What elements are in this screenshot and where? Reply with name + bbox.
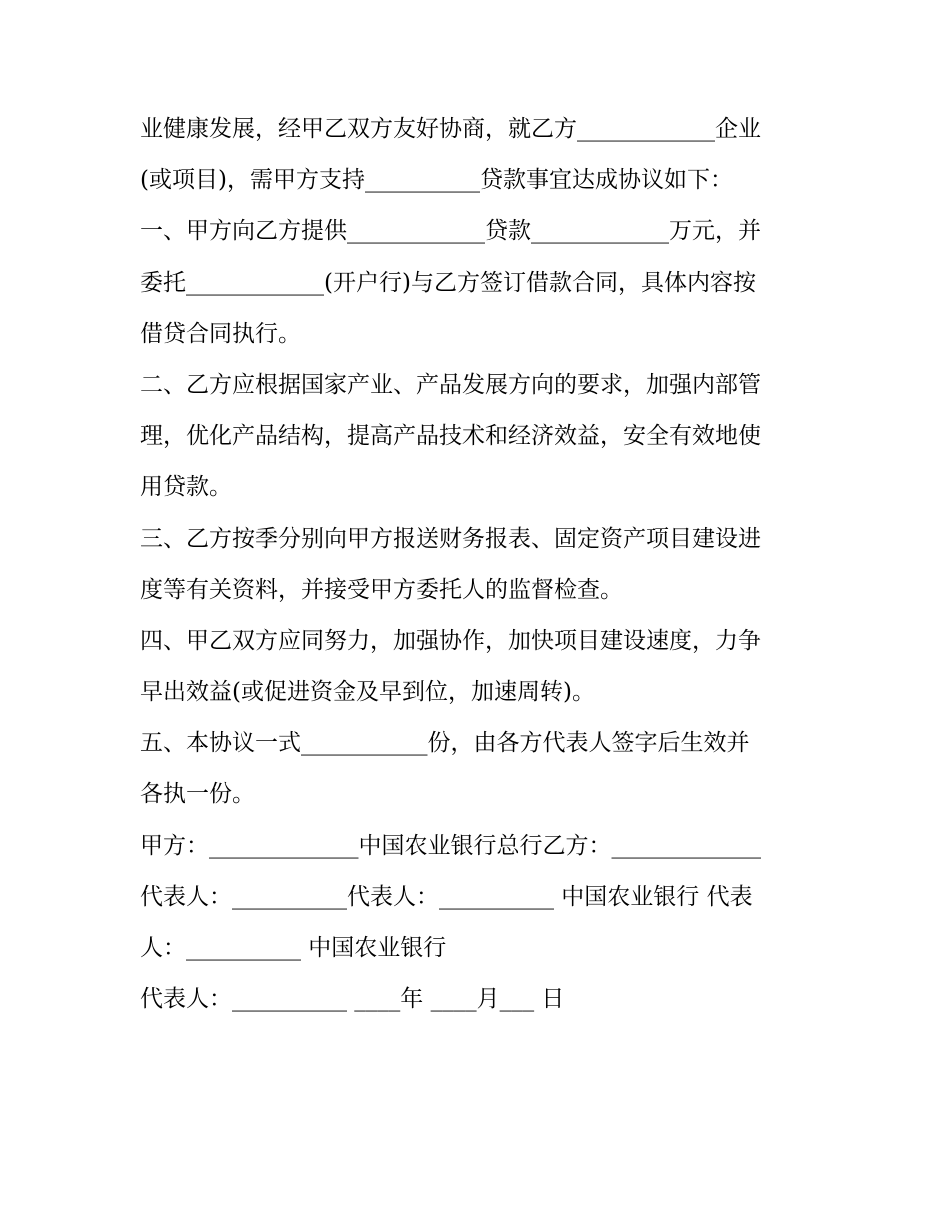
clause-3-line-1: 三、乙方按季分别向甲方报送财务报表、固定资产项目建设进 bbox=[140, 525, 761, 552]
clause-2-line-1: 二、乙方应根据国家产业、产品发展方向的要求，加强内部管 bbox=[140, 371, 761, 398]
text-line-2: (或项目)，需甲方支持__________贷款事宜达成协议如下： bbox=[140, 167, 733, 194]
clause-1-line-1: 一、甲方向乙方提供____________贷款____________万元，并 bbox=[140, 218, 761, 245]
text-line-1: 业健康发展，经甲乙双方友好协商，就乙方____________企业 bbox=[140, 116, 761, 142]
clause-3-line-2: 度等有关资料，并接受甲方委托人的监督检查。 bbox=[140, 576, 623, 603]
clause-5-line-1: 五、本协议一式___________份，由各方代表人签字后生效并 bbox=[140, 730, 750, 757]
signature-party-line: 甲方：_____________中国农业银行总行乙方：_____________ bbox=[140, 832, 761, 859]
clause-4-line-1: 四、甲乙双方应同努力，加强协作，加快项目建设速度，力争 bbox=[140, 627, 761, 654]
signature-date-line: 代表人：__________ ____年 ____月___ 日 bbox=[140, 986, 565, 1013]
signature-representative-line-2: 人：__________ 中国农业银行 bbox=[140, 935, 447, 961]
clause-1-line-2: 委托____________(开户行)与乙方签订借款合同，具体内容按 bbox=[140, 269, 756, 296]
clause-2-line-3: 用贷款。 bbox=[140, 474, 232, 501]
clause-4-line-2: 早出效益(或促进资金及早到位，加速周转)。 bbox=[140, 679, 595, 706]
signature-representative-line-1: 代表人：__________代表人：__________ 中国农业银行 代表 bbox=[140, 883, 753, 910]
agreement-body bbox=[140, 104, 820, 1025]
clause-1-line-3: 借贷合同执行。 bbox=[140, 320, 301, 347]
clause-5-line-2: 各执一份。 bbox=[140, 781, 255, 808]
clause-2-line-2: 理，优化产品结构，提高产品技术和经济效益，安全有效地使 bbox=[140, 423, 761, 450]
